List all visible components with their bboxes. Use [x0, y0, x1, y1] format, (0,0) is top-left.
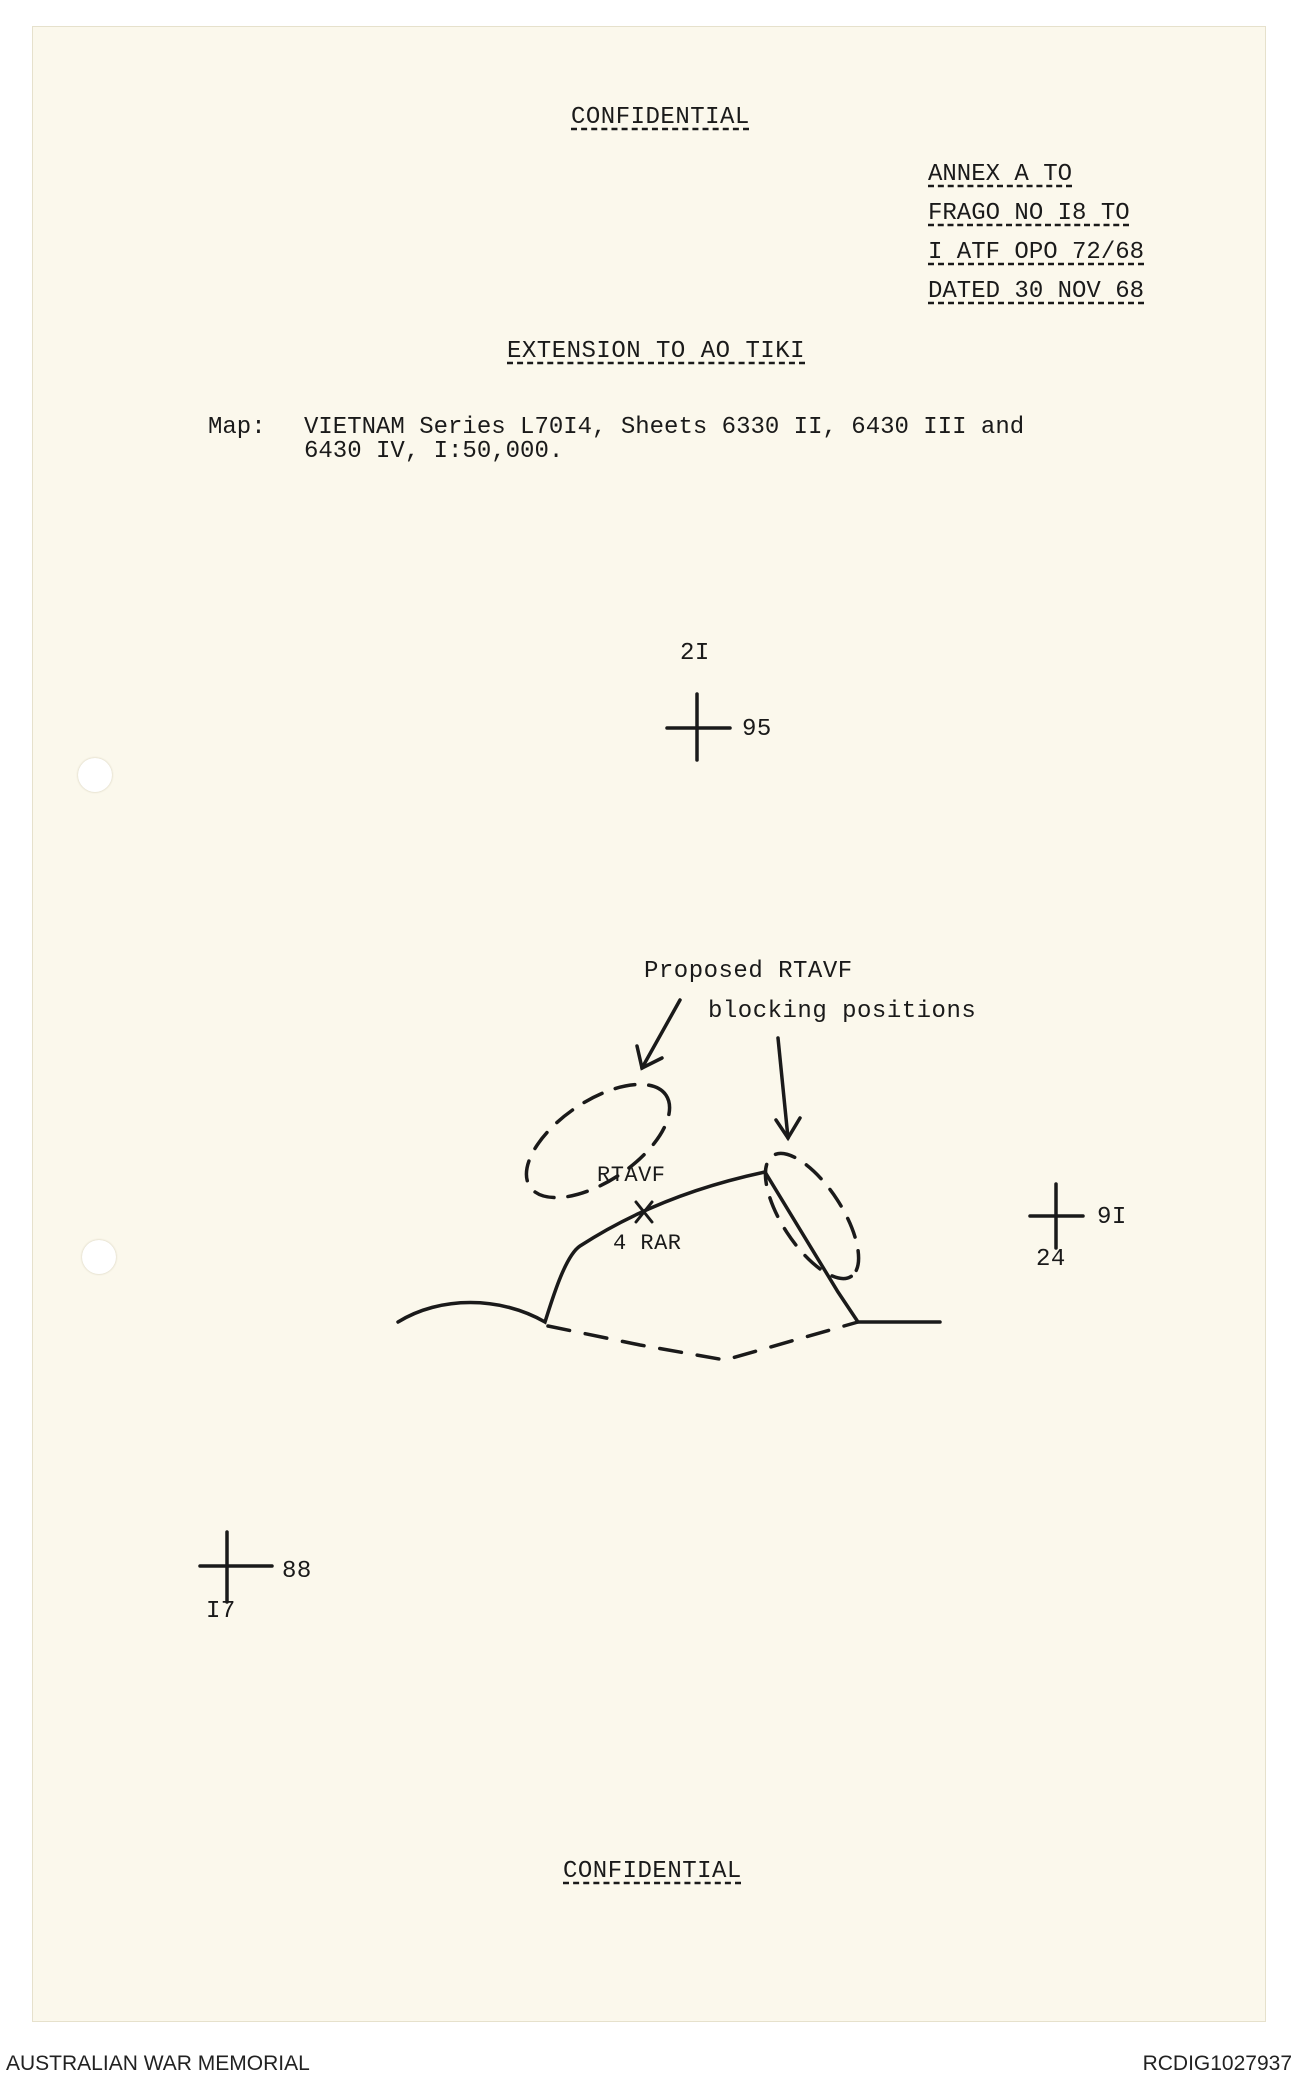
classification-footer: CONFIDENTIAL [563, 1858, 742, 1885]
footer-record-id: RCDIG1027937 [1142, 2052, 1292, 2075]
grid-northing-bottom: 88 [282, 1558, 312, 1585]
annex-line-1: ANNEX A TO [928, 161, 1073, 188]
classification-header: CONFIDENTIAL [571, 104, 750, 131]
unit-label-4rar: 4 RAR [613, 1231, 682, 1256]
blocking-position-1 [508, 1062, 689, 1220]
document-title: EXTENSION TO AO TIKI [507, 338, 806, 365]
map-line-1: VIETNAM Series L70I4, Sheets 6330 II, 6430 III and [304, 414, 1025, 441]
callout-arrow-1 [637, 1000, 680, 1068]
map-line-2: 6430 IV, I:50,000. [304, 438, 564, 465]
grid-cross-top [667, 694, 730, 760]
map-label: Map: [208, 414, 266, 441]
grid-easting-right: 24 [1036, 1246, 1066, 1273]
footer-archive-name: AUSTRALIAN WAR MEMORIAL [6, 2052, 310, 2075]
annex-line-3: I ATF OPO 72/68 [928, 239, 1145, 266]
grid-cross-bottom-left [200, 1532, 272, 1602]
blocking-position-2 [748, 1139, 877, 1292]
grid-northing-right: 9I [1097, 1204, 1127, 1231]
boundary-dashed [548, 1322, 858, 1360]
annex-line-2: FRAGO NO I8 TO [928, 200, 1130, 227]
grid-easting-top: 2I [680, 640, 710, 667]
grid-northing-top: 95 [742, 716, 772, 743]
callout-label-line-1: Proposed RTAVF [644, 958, 853, 985]
grid-cross-right [1030, 1184, 1083, 1248]
callout-arrow-2 [776, 1038, 800, 1138]
unit-label-rtavf: RTAVF [597, 1163, 666, 1188]
callout-label-line-2: blocking positions [708, 998, 977, 1025]
annex-line-4: DATED 30 NOV 68 [928, 278, 1145, 305]
grid-easting-bottom: I7 [206, 1598, 236, 1625]
